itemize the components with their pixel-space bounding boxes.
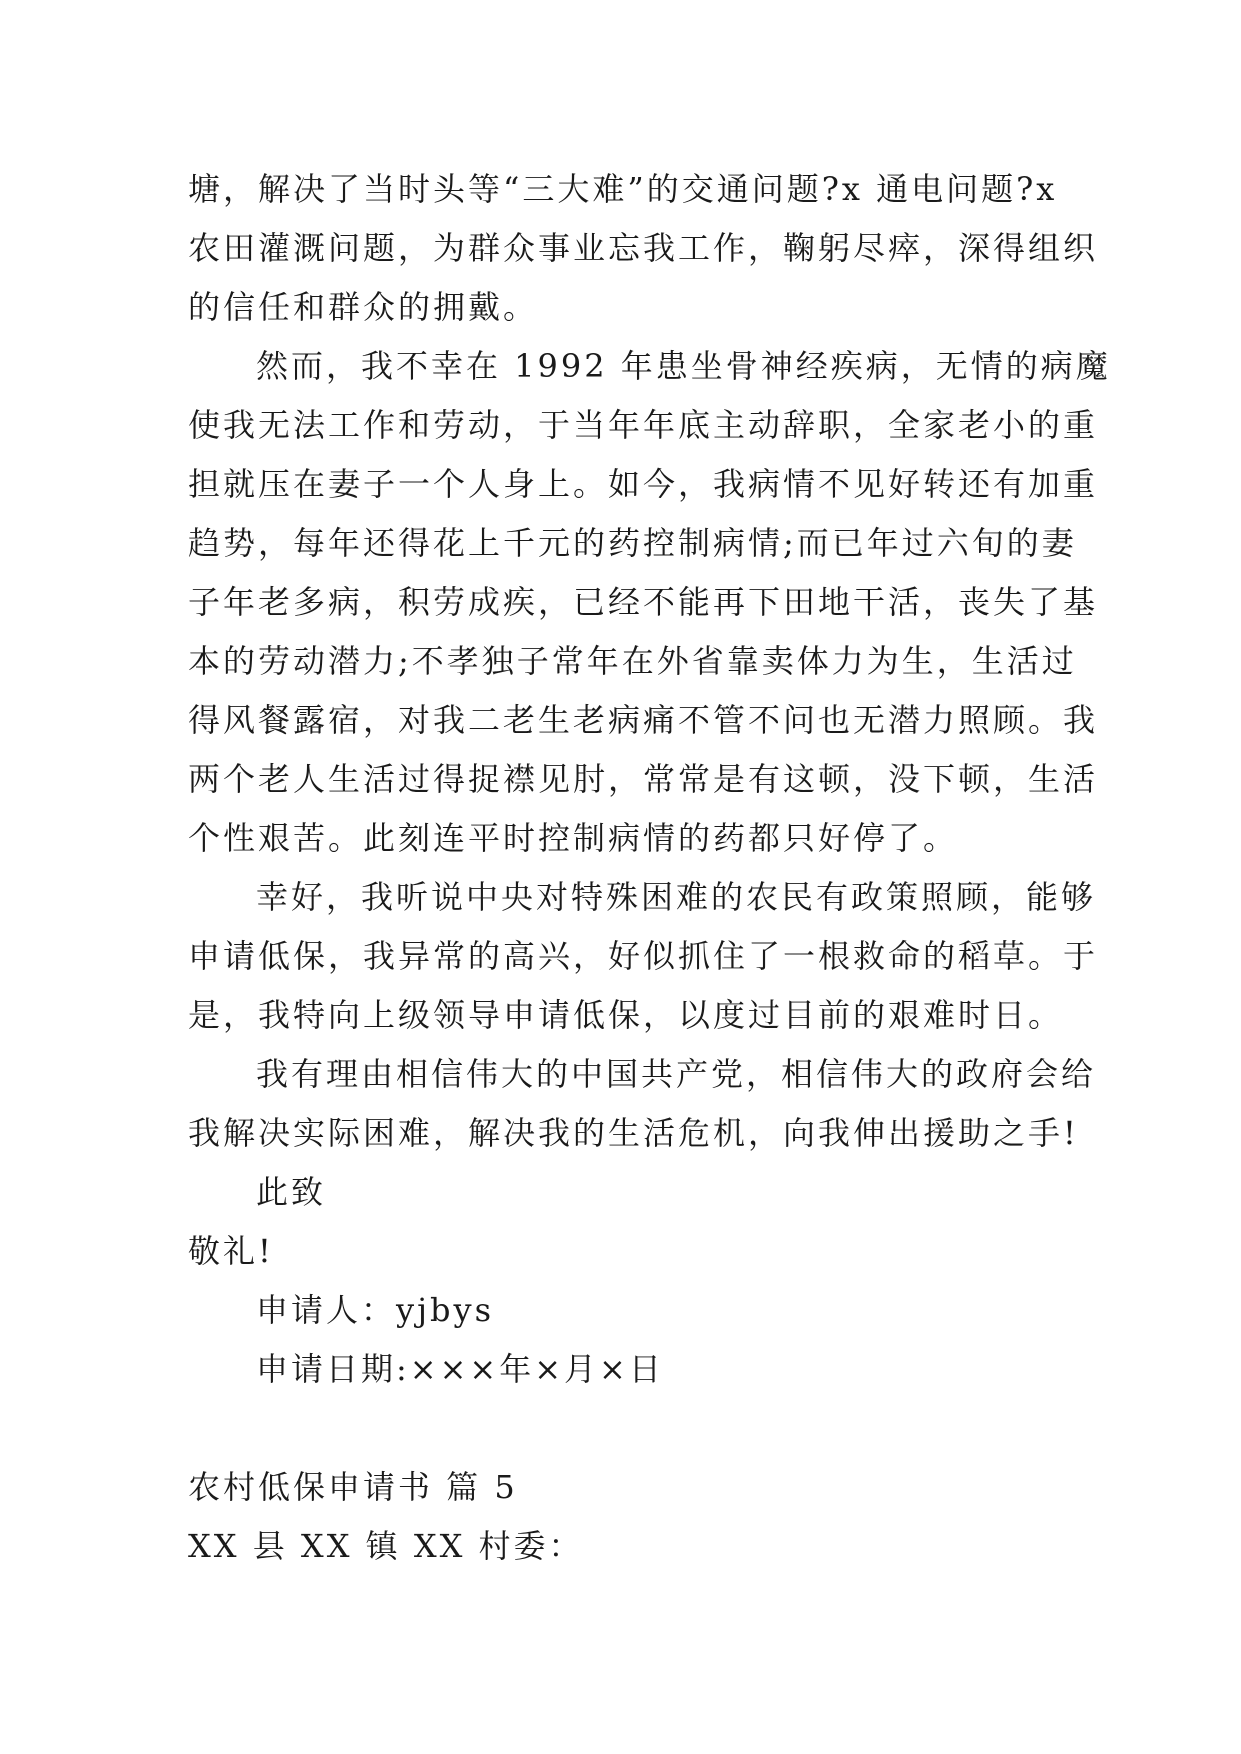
text-line: 是，我特向上级领导申请低保，以度过目前的艰难时日。 (188, 996, 1064, 1034)
text-line: 趋势，每年还得花上千元的药控制病情;而已年过六旬的妻 (188, 524, 1077, 562)
text-line: 得风餐露宿，对我二老生老病痛不管不问也无潜力照顾。我 (188, 701, 1099, 739)
document-body (188, 160, 1111, 1576)
text-line: 使我无法工作和劳动，于当年年底主动辞职，全家老小的重 (188, 406, 1099, 444)
text-line: 塘，解决了当时头等“三大难”的交通问题?x 通电问题?x (188, 170, 1058, 208)
text-line: 的信任和群众的拥戴。 (188, 288, 539, 326)
text-line: 担就压在妻子一个人身上。如今，我病情不见好转还有加重 (188, 465, 1099, 503)
spacer (188, 1399, 1058, 1458)
text-line: 申请低保，我异常的高兴，好似抓住了一根救命的稻草。于 (188, 937, 1099, 975)
section-title: 农村低保申请书 篇 5 (188, 1468, 518, 1506)
salutation-line: 敬礼! (188, 1232, 274, 1270)
application-date-line: 申请日期:×××年×月×日 (256, 1350, 664, 1388)
closing-line: 此致 (256, 1173, 327, 1211)
text-line: 子年老多病，积劳成疾，已经不能再下田地干活，丧失了基 (188, 583, 1099, 621)
text-line: 我有理由相信伟大的中国共产党，相信伟大的政府会给 (256, 1055, 1097, 1093)
text-line: 我解决实际困难，解决我的生活危机，向我伸出援助之手! (188, 1114, 1079, 1152)
text-line: 农田灌溉问题，为群众事业忘我工作，鞠躬尽瘁，深得组织 (188, 229, 1099, 267)
applicant-line: 申请人：yjbys (256, 1291, 494, 1329)
text-line: 本的劳动潜力;不孝独子常年在外省靠卖体力为生，生活过 (188, 642, 1077, 680)
text-line: 两个老人生活过得捉襟见肘，常常是有这顿，没下顿，生活 (188, 760, 1099, 798)
text-line: 幸好，我听说中央对特殊困难的农民有政策照顾，能够 (256, 878, 1097, 916)
text-line: 个性艰苦。此刻连平时控制病情的药都只好停了。 (188, 819, 959, 857)
text-line: 然而，我不幸在 1992 年患坐骨神经疾病，无情的病魔 (256, 347, 1111, 385)
addressee-line: XX 县 XX 镇 XX 村委： (188, 1527, 584, 1565)
